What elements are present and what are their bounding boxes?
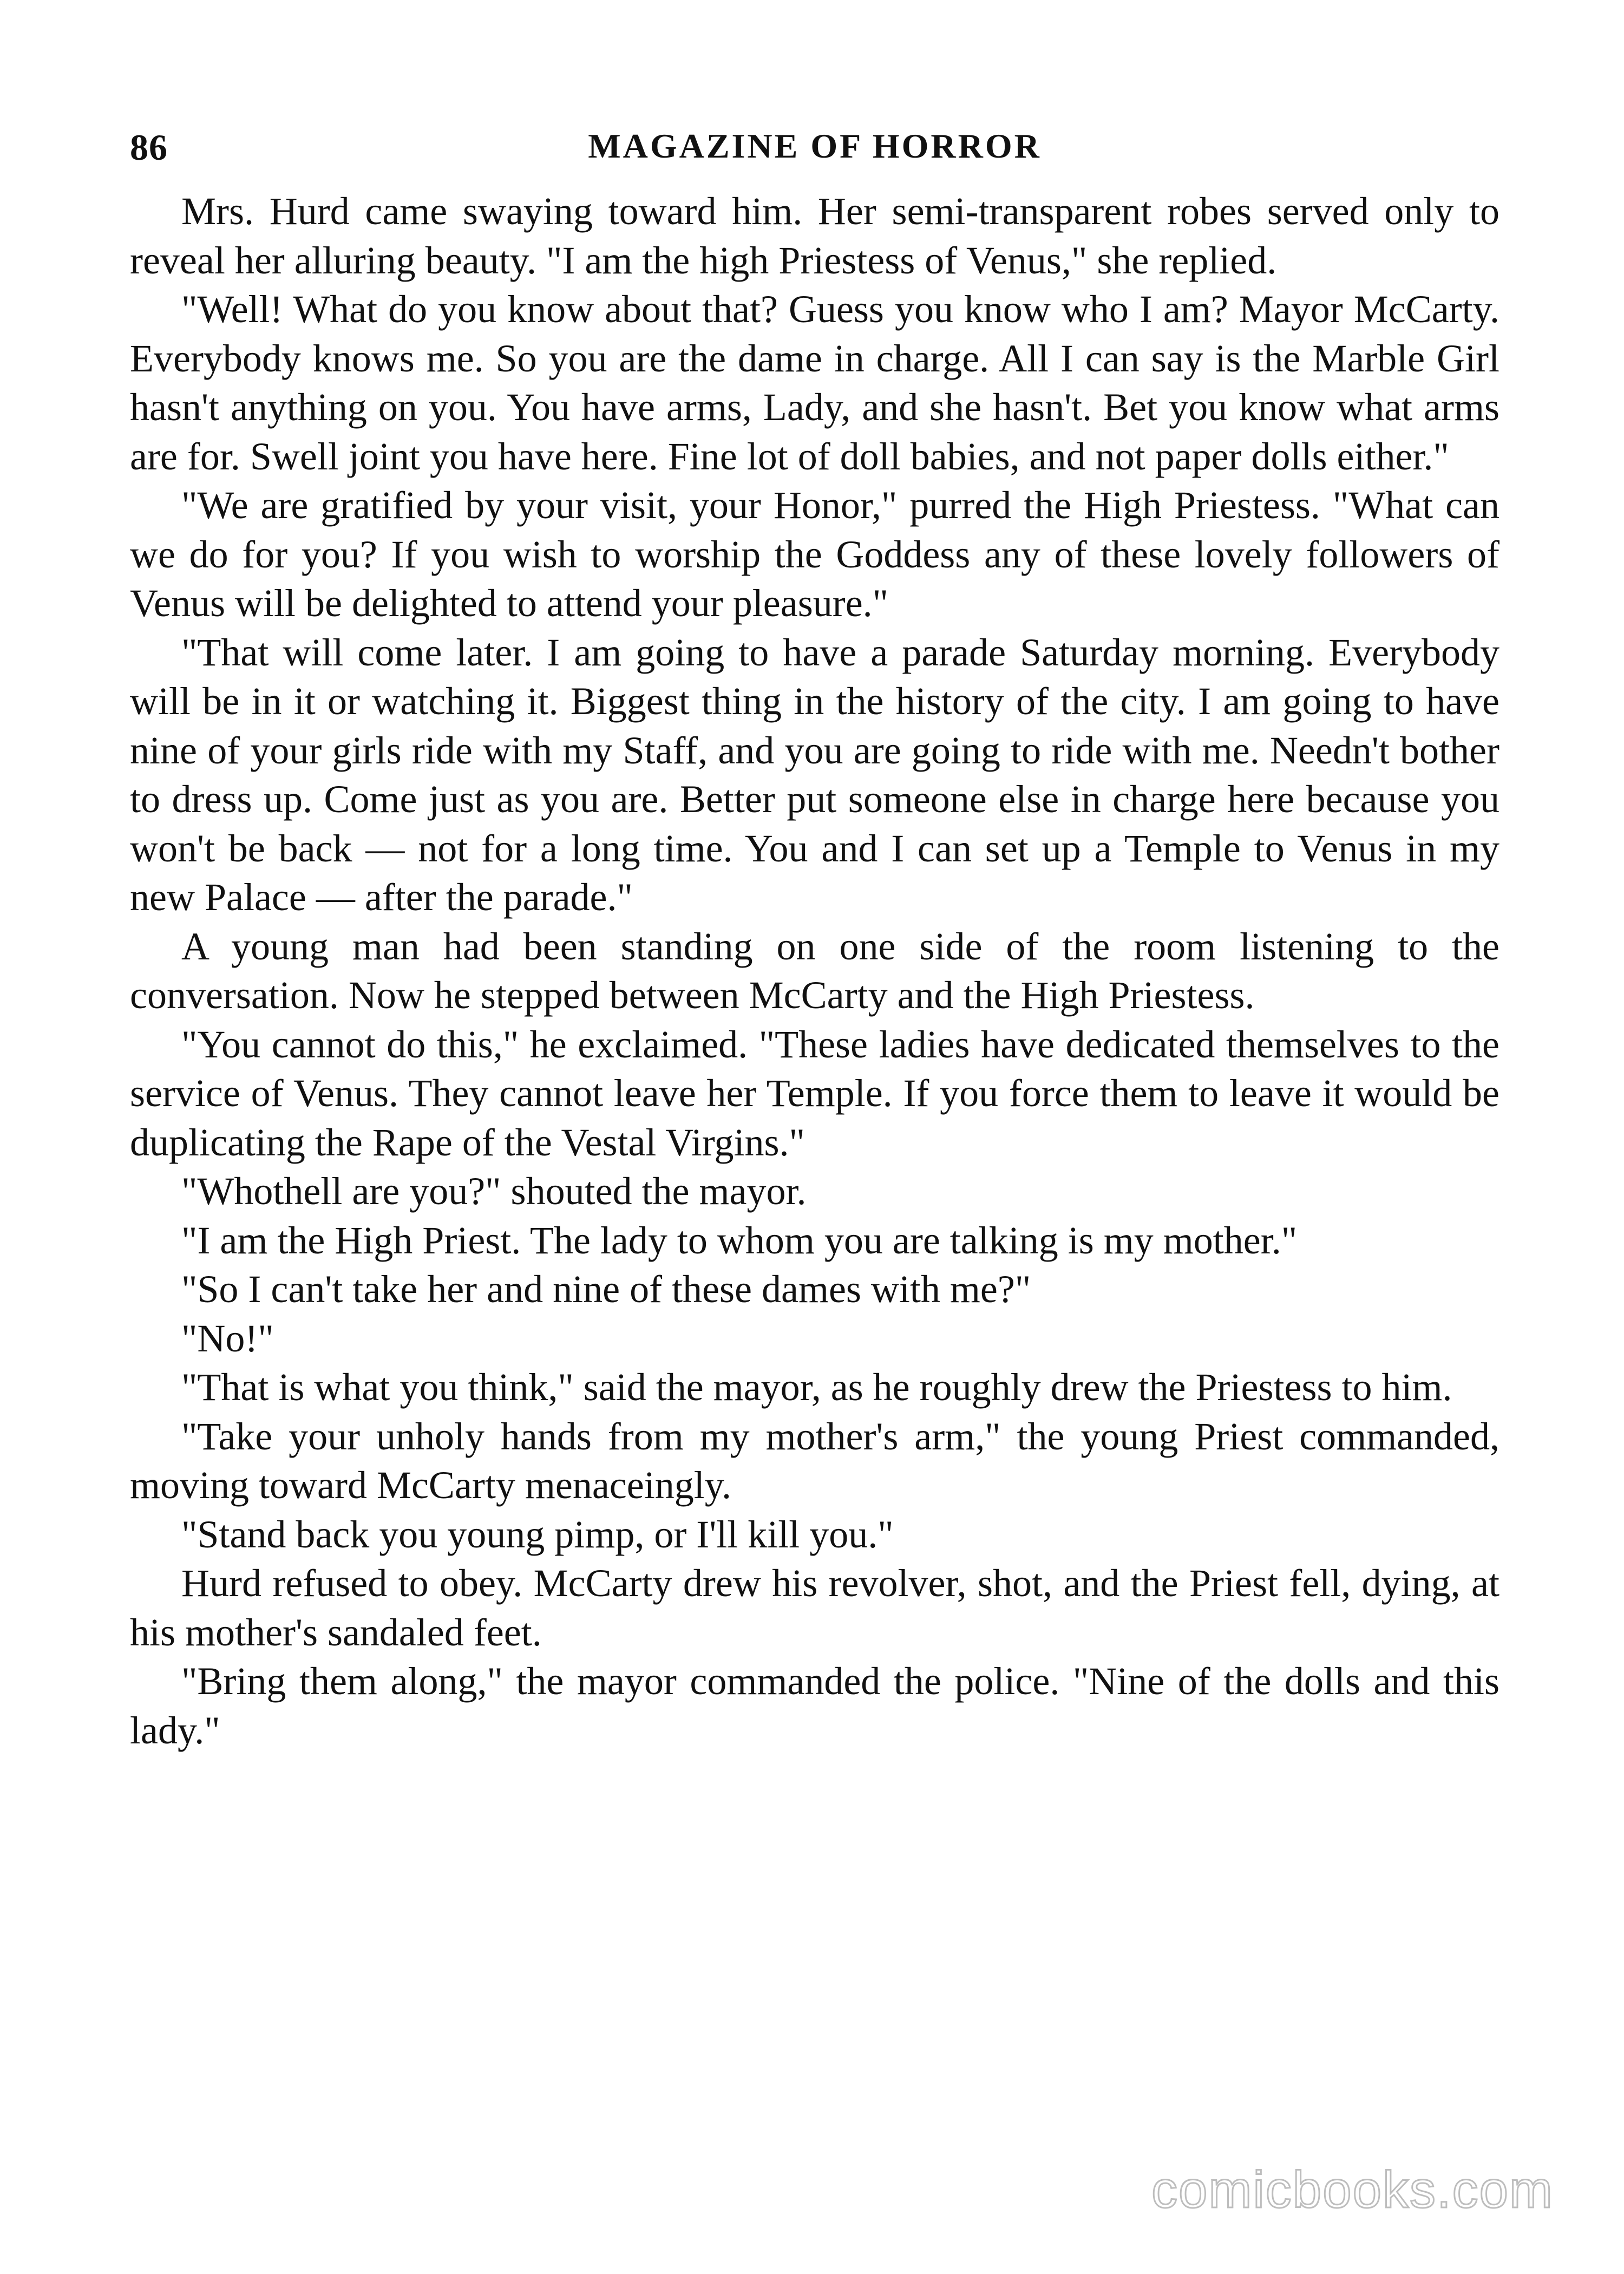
paragraph: "You cannot do this," he exclaimed. "These ladies have dedicated themselves to the service of Venus. They cannot leave her Temple. If you force them to leave it would be duplicating the Rape of the Vestal Virgins." <box>130 1022 1499 1164</box>
paragraph: "I am the High Priest. The lady to whom you are talking is my mother." <box>181 1218 1298 1262</box>
paragraph: "We are gratified by your visit, your Honor," purred the High Priestess. "What can we do for you? If you wish to worship the Goddess any of these lovely followers of Venus will be delighted to attend your pleasure." <box>130 483 1499 625</box>
page-header <box>130 122 1499 187</box>
paragraph: "That is what you think," said the mayor, as he roughly drew the Priestess to him. <box>181 1365 1452 1409</box>
paragraph: "Bring them along," the mayor commanded the police. "Nine of the dolls and this lady." <box>130 1659 1499 1752</box>
page <box>130 122 1499 2125</box>
page-number: 86 <box>130 127 168 168</box>
watermark: comicbooks.com <box>1151 2161 1554 2219</box>
paragraph: "So I can't take her and nine of these dames with me?" <box>181 1267 1031 1311</box>
paragraph: "Whothell are you?" shouted the mayor. <box>181 1169 807 1213</box>
paragraph: "No!" <box>181 1316 274 1360</box>
story-text <box>130 187 1499 1755</box>
paragraph: A young man had been standing on one side of the room listening to the conversation. Now he stepped between McCarty and the High Priestess. <box>130 924 1499 1017</box>
paragraph: "Take your unholy hands from my mother's arm," the young Priest commanded, moving toward McCarty menaceingly. <box>130 1414 1499 1507</box>
paragraph: "That will come later. I am going to have a parade Saturday morning. Everybody will be in it or watching it. Biggest thing in the history of the city. I am going to have nine of your girls ride with my Staff, and you are going to ride with me. Needn't bother to dress up. Come just as you are. Better put someone else in charge here because you won't be back — not for a long time. You and I can set up a Temple to Venus in my new Palace — after the parade." <box>130 630 1499 919</box>
running-head: MAGAZINE OF HORROR <box>588 127 1042 165</box>
paragraph: "Well! What do you know about that? Guess you know who I am? Mayor McCarty. Everybody knows me. So you are the dame in charge. All I can say is the Marble Girl hasn't anything on you. You have arms, Lady, and she hasn't. Bet you know what arms are for. Swell joint you have here. Fine lot of doll babies, and not paper dolls either." <box>130 287 1499 478</box>
paragraph: "Stand back you young pimp, or I'll kill you." <box>181 1512 894 1556</box>
paragraph: Hurd refused to obey. McCarty drew his revolver, shot, and the Priest fell, dying, at his mother's sandaled feet. <box>130 1561 1499 1654</box>
paragraph: Mrs. Hurd came swaying toward him. Her semi-transparent robes served only to reveal her alluring beauty. "I am the high Priestess of Venus," she replied. <box>130 190 1499 282</box>
